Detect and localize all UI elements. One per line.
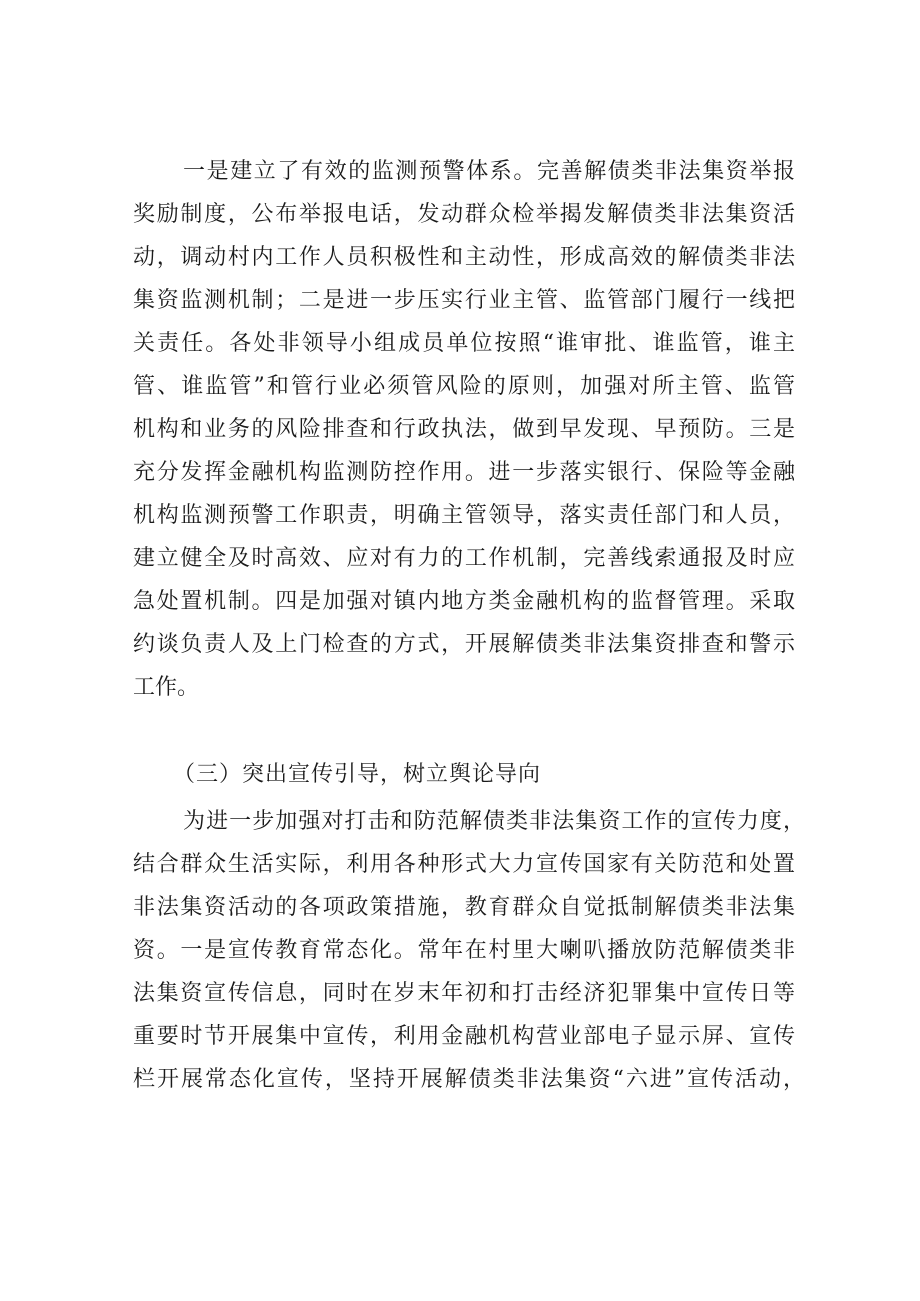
paragraph-line: 一是建立了有效的监测预警体系。完善解债类非法集资举报 — [183, 159, 795, 184]
section-heading — [133, 753, 805, 796]
paragraph-line: 为进一步加强对打击和防范解债类非法集资工作的宣传力度， — [183, 809, 805, 834]
paragraph-line: 资。一是宣传教育常态化。常年在村里大喇叭播放防范解债类非 — [133, 938, 795, 963]
paragraph-line: 重要时节开展集中宣传，利用金融机构营业部电子显示屏、宣传 — [133, 1024, 795, 1049]
paragraph-line: 非法集资活动的各项政策措施，教育群众自觉抵制解债类非法集 — [133, 895, 795, 920]
paragraph-line: 动，调动村内工作人员积极性和主动性，形成高效的解债类非法 — [133, 245, 795, 270]
paragraph-line: 急处置机制。四是加强对镇内地方类金融机构的监督管理。采取 — [133, 589, 795, 614]
paragraph-line: 充分发挥金融机构监测防控作用。进一步落实银行、保险等金融 — [133, 460, 795, 485]
paragraph-publicity — [133, 800, 805, 1101]
paragraph-line: 管、谁监管”和管行业必须管风险的原则，加强对所主管、监管 — [133, 374, 795, 399]
paragraph-line: 关责任。各处非领导小组成员单位按照“谁审批、谁监管，谁主 — [133, 331, 795, 356]
paragraph-line: 奖励制度，公布举报电话，发动群众检举揭发解债类非法集资活 — [133, 202, 795, 227]
paragraph-monitoring-system — [133, 150, 805, 709]
paragraph-line: 机构和业务的风险排查和行政执法，做到早发现、早预防。三是 — [133, 417, 795, 442]
paragraph-line: 建立健全及时高效、应对有力的工作机制，完善线索通报及时应 — [133, 546, 795, 571]
paragraph-line: 结合群众生活实际，利用各种形式大力宣传国家有关防范和处置 — [133, 852, 795, 877]
section-heading-text: （三）突出宣传引导，树立舆论导向 — [173, 762, 542, 787]
paragraph-line: 栏开展常态化宣传，坚持开展解债类非法集资“六进”宣传活动， — [133, 1067, 805, 1092]
paragraph-line: 工作。 — [133, 675, 200, 700]
paragraph-line: 机构监测预警工作职责，明确主管领导，落实责任部门和人员， — [133, 503, 795, 528]
paragraph-line: 法集资宣传信息，同时在岁末年初和打击经济犯罪集中宣传日等 — [133, 981, 795, 1006]
paragraph-line: 集资监测机制；二是进一步压实行业主管、监管部门履行一线把 — [133, 288, 795, 313]
paragraph-line: 约谈负责人及上门检查的方式，开展解债类非法集资排查和警示 — [133, 632, 795, 657]
